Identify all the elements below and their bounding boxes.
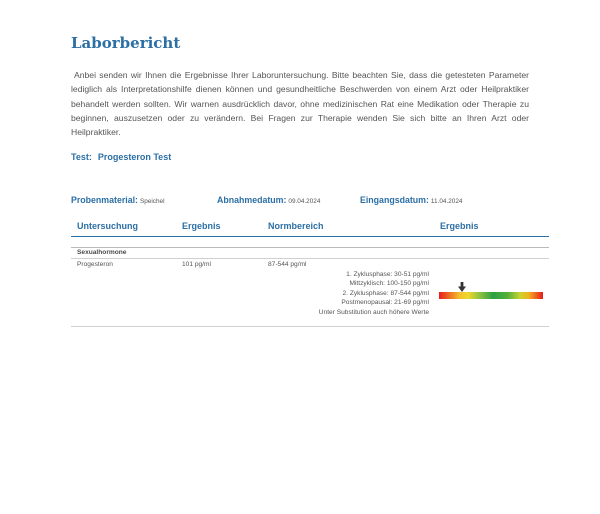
abnahmedatum-value: 09.04.2024: [288, 198, 321, 205]
meta-eingangsdatum: [360, 195, 462, 205]
eingangsdatum-label: Eingangsdatum:: [360, 195, 429, 205]
intro-paragraph: Anbei senden wir Ihnen die Ergebnisse Ihrer Laboruntersuchung. Bitte beachten Sie, dass die getesteten Parameter lediglich als Interpretationshilfe dienen können und gesundheitliche Beschwerden von einem Arzt oder Heilpraktiker behandelt werden sollten. Wir warnen ausdrücklich davor, ohne medizinischen Rat eine Medikation oder Therapie zu beginnen, auszusetzen oder zu verändern. Bei Fragen zur Therapie wenden Sie sich bitte an Ihren Arzt oder Heilpraktiker.: [71, 70, 529, 138]
probenmaterial-value: Speichel: [139, 198, 165, 205]
meta-abnahmedatum: [217, 195, 320, 205]
arrow-down-icon: [458, 282, 466, 292]
phase-range-2: Mittzyklisch: 100-150 pg/ml: [349, 280, 429, 288]
cycle-phase-ranges: [250, 270, 429, 317]
abnahmedatum-label: Abnahmedatum:: [217, 195, 287, 205]
phase-range-4: Postmenopausal: 21-69 pg/ml: [341, 299, 429, 307]
report-title: Laborbericht: [71, 34, 181, 52]
column-header-untersuchung: Untersuchung: [77, 221, 139, 231]
result-range-bar: [439, 292, 543, 299]
group-divider-bottom: [71, 258, 549, 259]
column-header-ergebnis-graph: Ergebnis: [440, 221, 479, 231]
test-name: Progesteron Test: [97, 152, 172, 162]
column-header-normbereich: Normbereich: [268, 221, 324, 231]
row-parameter-name: Progesteron: [77, 261, 113, 268]
group-label: Sexualhormone: [77, 249, 127, 256]
phase-range-5: Unter Substitution auch höhere Werte: [318, 308, 429, 316]
column-header-ergebnis: Ergebnis: [182, 221, 221, 231]
table-bottom-divider: [71, 326, 549, 327]
phase-range-1: 1. Zyklusphase: 30-51 pg/ml: [346, 271, 429, 278]
test-line: [71, 152, 171, 162]
probenmaterial-label: Probenmaterial:: [71, 195, 138, 205]
phase-range-3: 2. Zyklusphase: 87-544 pg/ml: [342, 289, 429, 297]
eingangsdatum-value: 11.04.2024: [430, 198, 463, 205]
row-norm-range: 87-544 pg/ml: [268, 261, 307, 268]
row-result-value: 101 pg/ml: [182, 261, 211, 268]
header-divider: [71, 236, 549, 237]
group-divider-top: [71, 247, 549, 248]
meta-probenmaterial: [71, 195, 165, 205]
test-label: Test:: [71, 152, 92, 162]
